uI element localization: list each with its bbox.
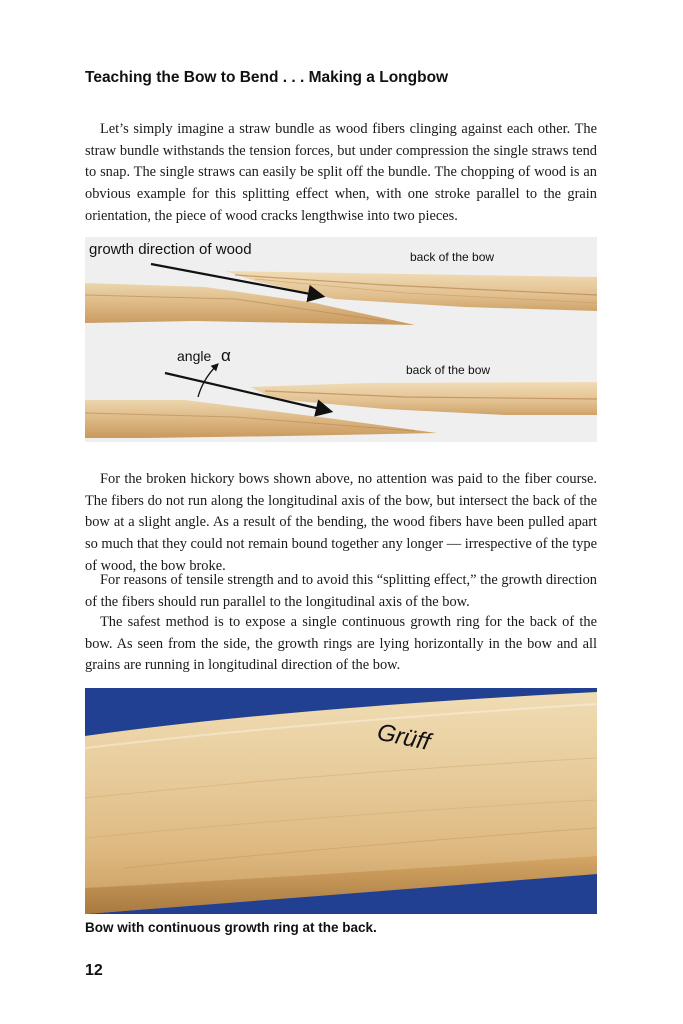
continuous-growth-ring-figure <box>85 688 597 914</box>
running-header: Teaching the Bow to Bend . . . Making a Longbow <box>85 69 449 86</box>
figure-caption: Bow with continuous growth ring at the back. <box>85 920 377 935</box>
label-alpha-symbol: α <box>221 346 231 365</box>
label-growth-direction: growth direction of wood <box>89 241 252 258</box>
label-back-of-bow-bottom: back of the bow <box>406 363 491 377</box>
broken-bow-figure <box>85 237 597 442</box>
label-angle: angle <box>177 348 212 364</box>
body-paragraph-3: For reasons of tensile strength and to avoid this “splitting effect,” the growth direction of the fibers should run parallel to the longitudinal axis of the bow. <box>85 572 597 610</box>
page-number: 12 <box>85 962 103 979</box>
body-paragraph-4: The safest method is to expose a single continuous growth ring for the back of the bow. As seen from the side, the growth rings are lying horizontally in the bow and all grains are running in longitudinal direction of the bow. <box>85 614 597 674</box>
maker-signature: Grüff <box>374 718 433 757</box>
broken-bow-photo <box>85 237 597 442</box>
body-paragraph-1: Let’s simply imagine a straw bundle as wood fibers clinging against each other. The straw bundle withstands the tension forces, but under compression the single straws tend to snap. The single straws can easily be split off the bundle. The chopping of wood is an obvious example for this splitting effect when, with one stroke parallel to the grain orientation, the piece of wood cracks lengthwise into two pieces. <box>85 121 597 224</box>
label-back-of-bow-top: back of the bow <box>410 250 495 264</box>
body-paragraph-2: For the broken hickory bows shown above, no attention was paid to the fiber course. The fibers do not run along the longitudinal axis of the bow, but intersect the back of the bow at a slight angle. As a result of the bending, the wood fibers have been pulled apart so much that they could not remain bound together any longer — irrespective of the type of wood, the bow broke. <box>85 471 597 574</box>
bow-back-photo <box>85 688 597 914</box>
